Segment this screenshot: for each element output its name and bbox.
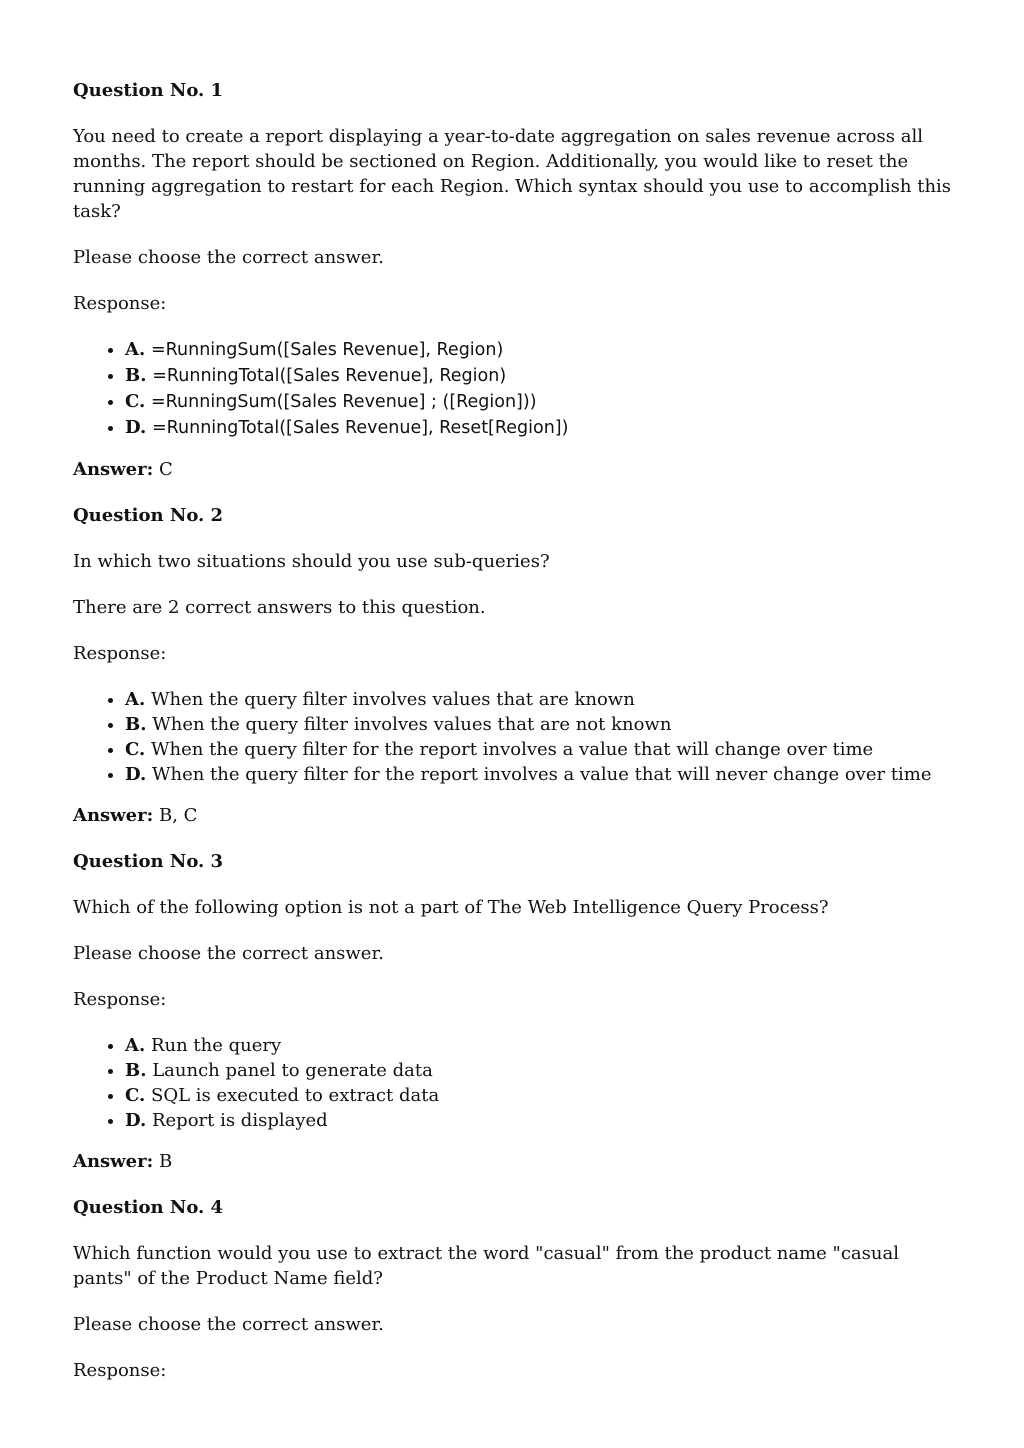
option-letter: C. — [125, 1085, 146, 1106]
option-item — [125, 337, 953, 363]
question-instruction: Please choose the correct answer. — [73, 247, 384, 268]
question-instruction: There are 2 correct answers to this question. — [73, 597, 486, 618]
option-letter: A. — [125, 689, 146, 710]
option-text: =RunningSum([Sales Revenue], Region) — [150, 340, 504, 360]
question-text: You need to create a report displaying a year-to-date aggregation on sales revenue across all months. The report should be sectioned on Region. Additionally, you would like to reset the running aggregation to restart for each Region. Which syntax should you use to accomplish this task? — [73, 126, 952, 222]
option-item — [125, 363, 953, 389]
option-text: When the query filter involves values that are not known — [152, 714, 672, 735]
answer-label: Answer: — [73, 805, 154, 826]
answer-value: B — [159, 1151, 173, 1172]
response-label: Response: — [73, 1360, 167, 1381]
answer-label: Answer: — [73, 459, 154, 480]
response-label: Response: — [73, 643, 167, 664]
answer-line — [73, 803, 953, 828]
question-3 — [73, 849, 953, 1174]
option-item — [125, 737, 953, 762]
option-text: When the query filter involves values that are known — [150, 689, 635, 710]
question-title: Question No. 2 — [73, 505, 224, 526]
response-label: Response: — [73, 293, 167, 314]
answer-label: Answer: — [73, 1151, 154, 1172]
question-2 — [73, 503, 953, 828]
answer-line — [73, 1149, 953, 1174]
option-text: SQL is executed to extract data — [151, 1085, 440, 1106]
option-item — [125, 415, 953, 441]
option-item — [125, 712, 953, 737]
document-page — [73, 78, 953, 1404]
option-text: Report is displayed — [151, 1110, 328, 1131]
option-letter: D. — [125, 417, 147, 438]
question-text: In which two situations should you use sub-queries? — [73, 551, 550, 572]
answer-value: B, C — [159, 805, 198, 826]
option-letter: D. — [125, 764, 147, 785]
option-text: =RunningSum([Sales Revenue] ; ([Region])) — [151, 392, 537, 412]
option-letter: A. — [125, 339, 146, 360]
option-list — [73, 337, 953, 441]
option-text: =RunningTotal([Sales Revenue], Reset[Region]) — [151, 418, 569, 438]
option-letter: C. — [125, 739, 146, 760]
option-letter: B. — [125, 365, 147, 386]
question-title: Question No. 4 — [73, 1197, 224, 1218]
option-letter: B. — [125, 1060, 147, 1081]
answer-value: C — [159, 459, 173, 480]
question-instruction: Please choose the correct answer. — [73, 943, 384, 964]
option-item — [125, 1058, 953, 1083]
option-item — [125, 1083, 953, 1108]
question-title: Question No. 1 — [73, 80, 224, 101]
question-1 — [73, 78, 953, 482]
question-title: Question No. 3 — [73, 851, 224, 872]
option-list — [73, 687, 953, 787]
answer-line — [73, 457, 953, 482]
option-text: =RunningTotal([Sales Revenue], Region) — [152, 366, 507, 386]
question-4 — [73, 1195, 953, 1383]
question-instruction: Please choose the correct answer. — [73, 1314, 384, 1335]
option-letter: C. — [125, 391, 146, 412]
question-text: Which of the following option is not a part of The Web Intelligence Query Process? — [73, 897, 829, 918]
question-text: Which function would you use to extract the word "casual" from the product name "casual pants" of the Product Name field? — [73, 1243, 899, 1289]
option-letter: D. — [125, 1110, 147, 1131]
option-item — [125, 1033, 953, 1058]
response-label: Response: — [73, 989, 167, 1010]
option-item — [125, 1108, 953, 1133]
option-letter: A. — [125, 1035, 146, 1056]
option-item — [125, 389, 953, 415]
option-item — [125, 687, 953, 712]
option-item — [125, 762, 953, 787]
option-text: Run the query — [150, 1035, 282, 1056]
option-letter: B. — [125, 714, 147, 735]
option-text: When the query filter for the report involves a value that will never change over time — [151, 764, 932, 785]
option-text: When the query filter for the report involves a value that will change over time — [151, 739, 874, 760]
option-text: Launch panel to generate data — [152, 1060, 433, 1081]
option-list — [73, 1033, 953, 1133]
